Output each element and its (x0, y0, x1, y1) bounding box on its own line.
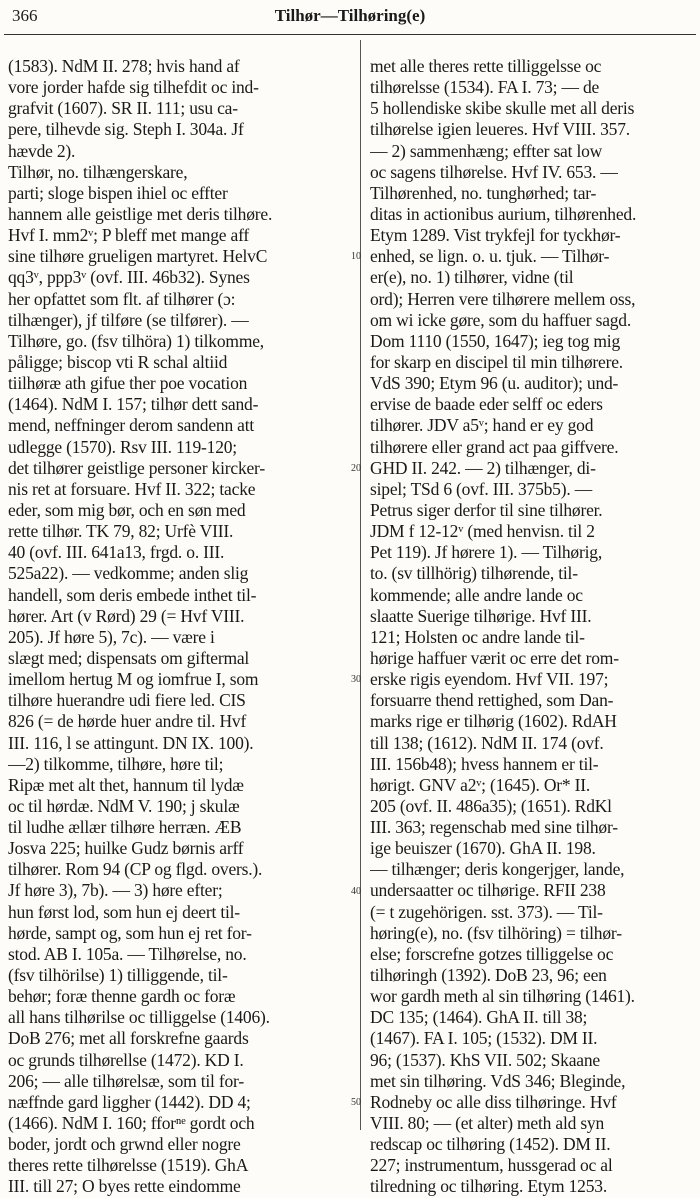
line-number-marker: 10 (351, 251, 361, 263)
left-column-line: 206; — alle tilhørelsæ, som til for- (8, 1070, 244, 1091)
right-column-line: Dom 1110 (1550, 1647); ieg tog mig (370, 330, 621, 351)
left-column-line: Hvf I. mm2ᵛ; P bleff met mange aff (8, 225, 250, 246)
left-column-line: DoB 276; met all forskrefne gaards (8, 1028, 249, 1049)
right-column-line: er(e), no. 1) tilhører, vidne (til (370, 267, 574, 288)
left-column-line: (1583). NdM II. 278; hvis hand af (8, 56, 240, 76)
left-column-line: hører. Art (v Rørd) 29 (= Hvf VIII. (8, 605, 245, 626)
line-number-marker: 40 (351, 885, 361, 897)
left-column-line: —2) tilkomme, tilhøre, høre til; (8, 753, 224, 774)
right-column-line: 96; (1537). KhS VII. 502; Skaane (370, 1049, 600, 1070)
left-column-line: eder, som mig bør, och en søn med (8, 499, 246, 520)
right-column-line: Tilhørenhed, no. tunghørhed; tar- (370, 182, 597, 203)
left-column (8, 56, 353, 1198)
right-column-line: for skarp en discipel til min tilhørere. (370, 351, 623, 372)
line-number-marker: 20 (351, 462, 361, 474)
right-column-line: ditas in actionibus aurium, tilhørenhed. (370, 203, 637, 224)
header-rule (4, 34, 696, 35)
right-column-line: Etym 1289. Vist trykfejl for tyckhør- (370, 225, 621, 246)
right-column-line: 227; instrumentum, hussgerad oc al (370, 1155, 613, 1176)
right-column-line: III. 156b48); hvess hannem er til- (370, 753, 599, 774)
left-column-line: stod. AB I. 105a. — Tilhørelse, no. (8, 943, 247, 964)
left-column-line: tiilhøræ ath gifue ther poe vocation (8, 373, 248, 394)
right-column-line: DC 135; (1464). GhA II. till 38; (370, 1007, 588, 1028)
right-column-line: undersaatter oc tilhørige. RFII 238 (370, 880, 606, 901)
left-column-line: rette tilhør. TK 79, 82; Urfè VIII. (8, 521, 234, 542)
left-column-line: oc grunds tilhørellse (1472). KD I. (8, 1049, 244, 1070)
left-column-line: parti; sloge bispen ihiel oc effter (8, 182, 228, 203)
right-column-line: 205 (ovf. II. 486a35); (1651). RdKl (370, 795, 612, 816)
left-column-line: slægt med; dispensats om giftermal (8, 647, 250, 668)
right-column-line: to. (sv tillhörig) tilhørende, til- (370, 563, 578, 584)
right-column-line: ige beuiszer (1670). GhA II. 198. (370, 838, 596, 859)
right-column-line: 121; Holsten oc andre lande til- (370, 626, 585, 647)
right-column-line: VIII. 80; — (et alter) meth ald syn (370, 1113, 605, 1134)
left-column-line: pere, tilhevde sig. Steph I. 304a. Jf (8, 119, 244, 140)
right-column-line: (1467). FA I. 105; (1532). DM II. (370, 1028, 598, 1049)
left-column-line: udlegge (1570). Rsv III. 119-120; (8, 436, 237, 457)
right-column-line: tilhøringh (1392). DoB 23, 96; een (370, 965, 607, 986)
left-column-line: grafvit (1607). SR II. 111; usu ca- (8, 98, 238, 119)
column-divider (360, 40, 361, 1130)
left-column-line: nis ret at forsuare. Hvf II. 322; tacke (8, 478, 256, 499)
right-column-line: kommende; alle andre lande oc (370, 584, 583, 605)
left-column-line: Tilhøre, go. (fsv tilhöra) 1) tilkomme, (8, 330, 264, 351)
left-column-line: her opfattet som flt. af tilhører (ɔ: (8, 288, 236, 309)
left-column-line: tilhører. Rom 94 (CP og flgd. overs.). (8, 859, 263, 880)
right-column-line: met alle theres rette tilliggelsse oc (370, 56, 602, 76)
right-column-line: III. 363; regenschab med sine tilhør- (370, 817, 618, 838)
right-column-line: else; forscrefne gotzes tilliggelse oc (370, 943, 614, 964)
right-column-line: Rodneby oc alle diss tilhøringe. Hvf (370, 1091, 617, 1112)
page-header (4, 3, 696, 29)
right-column-line: om wi icke gøre, som du haffuer sagd. (370, 309, 632, 330)
left-column-line: hun først lod, som hun ej deert til- (8, 901, 240, 922)
right-column-line: enhed, se lign. o. u. tjuk. — Tilhør- (370, 246, 610, 267)
right-column-line: Pet 119). Jf hørere 1). — Tilhørig, (370, 542, 602, 563)
left-column-line: Jf høre 3), 7b). — 3) høre efter; (8, 880, 223, 901)
right-column-line: — tilhænger; deris kongerjger, lande, (370, 859, 625, 880)
left-column-line: sine tilhøre grueligen martyret. HelvC (8, 246, 268, 267)
right-column-line: tilredning oc tilhøring. Etym 1253. (370, 1176, 608, 1197)
right-column-line: hørigt. GNV a2ᵛ; (1645). Or* II. (370, 774, 591, 795)
right-column-line: wor gardh meth al sin tilhøring (1461). (370, 986, 635, 1007)
right-column-line: tilhørere eller grand act paa giffvere. (370, 436, 619, 457)
right-column-line: ervise de baade eder selff oc eders (370, 394, 603, 415)
left-column-line: tilhøre huerandre udi fiere led. CIS (8, 690, 246, 711)
left-column-line: III. 116, l se attingunt. DN IX. 100). (8, 732, 254, 753)
left-column-line: (fsv tilhörilse) 1) tilliggende, til- (8, 965, 228, 986)
left-column-line: Josva 225; huilke Gudz børnis arff (8, 838, 244, 859)
left-column-line: Ripæ met alt thet, hannum til lydæ (8, 774, 244, 795)
left-column-line: hørde, sampt og, som hun ej ret for- (8, 922, 252, 943)
left-column-line: 205). Jf høre 5), 7c). — være i (8, 626, 215, 647)
left-column-line: Tilhør, no. tilhængerskare, (8, 161, 188, 182)
right-column-line: sipel; TSd 6 (ovf. III. 375b5). — (370, 478, 593, 499)
left-column-line: handell, som deris embede inthet til- (8, 584, 257, 605)
right-column-line: 5 hollendiske skibe skulle met all deris (370, 98, 635, 119)
left-column-line: (1466). NdM I. 160; fforⁿᵉ gordt och (8, 1113, 255, 1134)
right-column-line: hørige haffuer værit oc erre det rom- (370, 647, 619, 668)
right-column-line: — 2) sammenhæng; effter sat low (370, 140, 603, 161)
left-column-line: tilhænger), jf tilføre (se tilfører). — (8, 309, 249, 330)
right-column-line: forsuarre thend rettighed, som Dan- (370, 690, 614, 711)
right-column-line: tilhører. JDV a5ᵛ; hand er ey god (370, 415, 594, 436)
left-column-line: påligge; biscop vti R schal altiid (8, 351, 228, 372)
left-column-line: imellom hertug M og iomfrue I, som (8, 669, 259, 690)
left-column-line: behør; foræ thenne gardh oc foræ (8, 986, 236, 1007)
left-column-line: qq3ᵛ, ppp3ᵛ (ovf. III. 46b32). Synes (8, 267, 250, 288)
left-column-line: mend, neffninger derom sandenn att (8, 415, 255, 436)
right-column-line: tilhørelsse (1534). FA I. 73; — de (370, 77, 600, 98)
right-column-line: marks rige er tilhørig (1602). RdAH (370, 711, 617, 732)
right-column-line: met sin tilhøring. VdS 346; Bleginde, (370, 1070, 626, 1091)
right-column-line: erske rigis eyendom. Hvf VII. 197; (370, 669, 609, 690)
left-column-line: 826 (= de hørde huer andre til. Hvf (8, 711, 247, 732)
line-number-marker: 30 (351, 674, 361, 686)
running-head: Tilhør—Tilhøring(e) (274, 6, 426, 25)
left-column-line: boder, jordt och grwnd eller nogre (8, 1134, 241, 1155)
left-column-line: all hans tilhørilse oc tilliggelse (1406). (8, 1007, 270, 1028)
right-column-line: till 138; (1612). NdM II. 174 (ovf. (370, 732, 604, 753)
line-number-marker: 50 (351, 1097, 361, 1109)
right-column-line: VdS 390; Etym 96 (u. auditor); und- (370, 373, 619, 394)
left-column-line: næffnde gard liggher (1442). DD 4; (8, 1091, 251, 1112)
right-column-line: ord); Herren vere tilhørere mellem oss, (370, 288, 636, 309)
left-column-line: theres rette tilhørelsse (1519). GhA (8, 1155, 249, 1176)
left-column-line: til ludhe ællær tilhøre herræn. ÆB (8, 817, 242, 838)
right-column-line: GHD II. 242. — 2) tilhænger, di- (370, 457, 596, 478)
right-column-line: oc sagens tilhørelse. Hvf IV. 653. — (370, 161, 618, 182)
left-column-line: III. till 27; O byes rette eindomme (8, 1176, 241, 1197)
right-column (370, 56, 690, 1198)
right-column-line: tilhørelse igien leueres. Hvf VIII. 357. (370, 119, 630, 140)
left-column-line: hannem alle geistlige met deris tilhøre. (8, 203, 273, 224)
right-column-line: JDM f 12-12ᵛ (med henvisn. til 2 (370, 521, 595, 542)
left-column-line: 40 (ovf. III. 641a13, frgd. o. III. (8, 542, 225, 563)
right-column-line: (= t zugehörigen. sst. 373). — Til- (370, 901, 603, 922)
left-column-line: (1464). NdM I. 157; tilhør dett sand- (8, 394, 259, 415)
left-column-line: 525a22). — vedkomme; anden slig (8, 563, 249, 584)
page-number: 366 (12, 6, 38, 25)
right-column-line: redscap oc tilhøring (1452). DM II. (370, 1134, 611, 1155)
right-column-line: høring(e), no. (fsv tilhöring) = tilhør- (370, 922, 622, 943)
left-column-line: hævde 2). (8, 140, 76, 161)
left-column-line: oc til hørdæ. NdM V. 190; j skulæ (8, 795, 240, 816)
left-column-line: vore jorder hafde sig tilhefdit oc ind- (8, 77, 259, 98)
right-column-line: Petrus siger derfor til sine tilhører. (370, 499, 603, 520)
left-column-line: det tilhører geistlige personer kircker- (8, 457, 265, 478)
right-column-line: slaatte Suerige tilhørige. Hvf III. (370, 605, 592, 626)
